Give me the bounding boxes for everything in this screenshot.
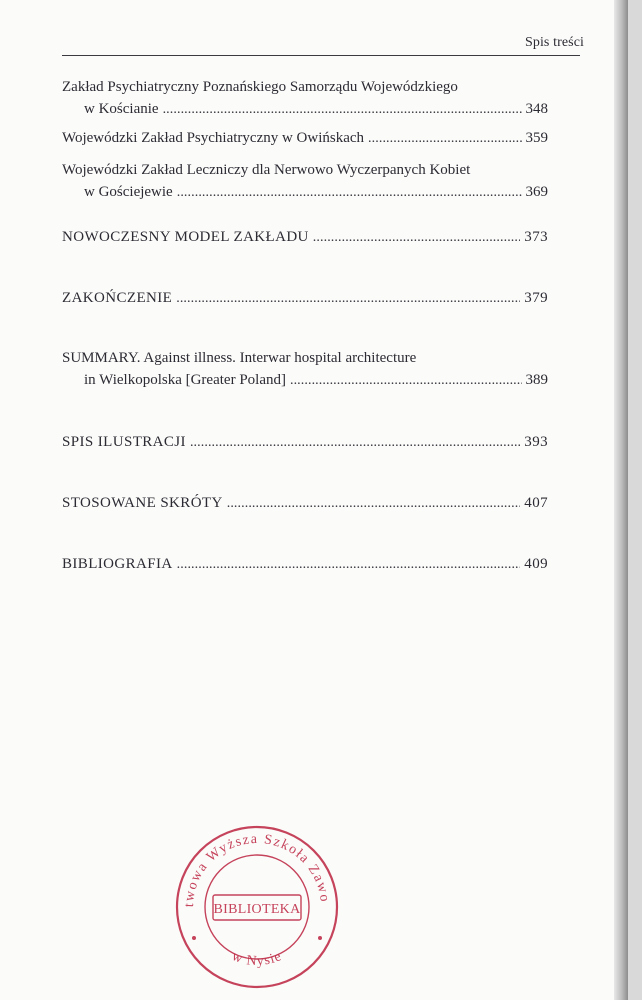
dot-leader — [176, 287, 520, 310]
toc-entry-stosowane-skroty — [62, 492, 548, 515]
stamp-bottom-text: w Nysie — [229, 948, 285, 970]
toc-entry-summary — [62, 347, 548, 392]
stamp-center-text: BIBLIOTEKA — [213, 902, 301, 917]
toc-page-number: 369 — [525, 184, 548, 200]
dot-leader — [163, 98, 522, 121]
dot-leader — [227, 492, 521, 515]
toc-entry-title: ZAKOŃCZENIE — [62, 290, 173, 306]
toc-entry-title: Wojewódzki Zakład Leczniczy dla Nerwowo Wyczerpanych Kobiet — [62, 162, 471, 178]
toc-entry-title: STOSOWANE SKRÓTY — [62, 495, 223, 511]
toc-entry-title: Wojewódzki Zakład Psychiatryczny w Owińskach — [62, 130, 365, 146]
toc-entry-bibliografia — [62, 553, 548, 576]
toc-entry-title: Zakład Psychiatryczny Poznańskiego Samorządu Wojewódzkiego — [62, 79, 458, 95]
toc-page-number: 359 — [525, 130, 548, 146]
toc-entry-spis-ilustracji — [62, 431, 548, 454]
dot-leader — [290, 369, 522, 392]
toc-page-number: 407 — [524, 495, 548, 511]
toc-entry-title-cont: w Gościejewie — [84, 184, 173, 200]
toc-entry-title-cont: w Kościanie — [84, 101, 159, 117]
toc-page-number: 373 — [524, 229, 548, 245]
toc-entry-title: BIBLIOGRAFIA — [62, 556, 173, 572]
toc-page-number: 409 — [524, 556, 548, 572]
dot-leader — [368, 127, 521, 150]
dot-leader — [190, 431, 520, 454]
header-rule — [62, 55, 580, 56]
toc-entry-gosciejewo — [62, 159, 548, 204]
toc-entry-owinska — [62, 127, 548, 150]
page-edge-shadow — [614, 0, 628, 1000]
stamp-graphic — [172, 822, 342, 992]
toc-entry-zakonczenie — [62, 287, 548, 310]
toc-entry-nowoczesny-model — [62, 226, 548, 249]
stamp-dot-left — [192, 936, 196, 940]
toc-page-number: 379 — [524, 290, 548, 306]
dot-leader — [177, 553, 521, 576]
toc-page-number: 348 — [525, 101, 548, 117]
toc-page-number: 393 — [524, 434, 548, 450]
stamp-dot-right — [318, 936, 322, 940]
toc-entry-title-cont: in Wielkopolska [Greater Poland] — [84, 372, 286, 388]
toc-page-number: 389 — [525, 372, 548, 388]
dot-leader — [313, 226, 521, 249]
toc-entry-title: SPIS ILUSTRACJI — [62, 434, 186, 450]
dot-leader — [177, 181, 522, 204]
toc-entry-title: NOWOCZESNY MODEL ZAKŁADU — [62, 229, 309, 245]
stamp-ring-text: twowa Wyższa Szkoła Zawo — [181, 831, 332, 908]
toc-entry-koscian — [62, 76, 548, 121]
running-head: Spis treści — [524, 35, 584, 50]
toc-entry-title: SUMMARY. Against illness. Interwar hospital architecture — [62, 350, 417, 366]
library-stamp — [172, 822, 342, 992]
